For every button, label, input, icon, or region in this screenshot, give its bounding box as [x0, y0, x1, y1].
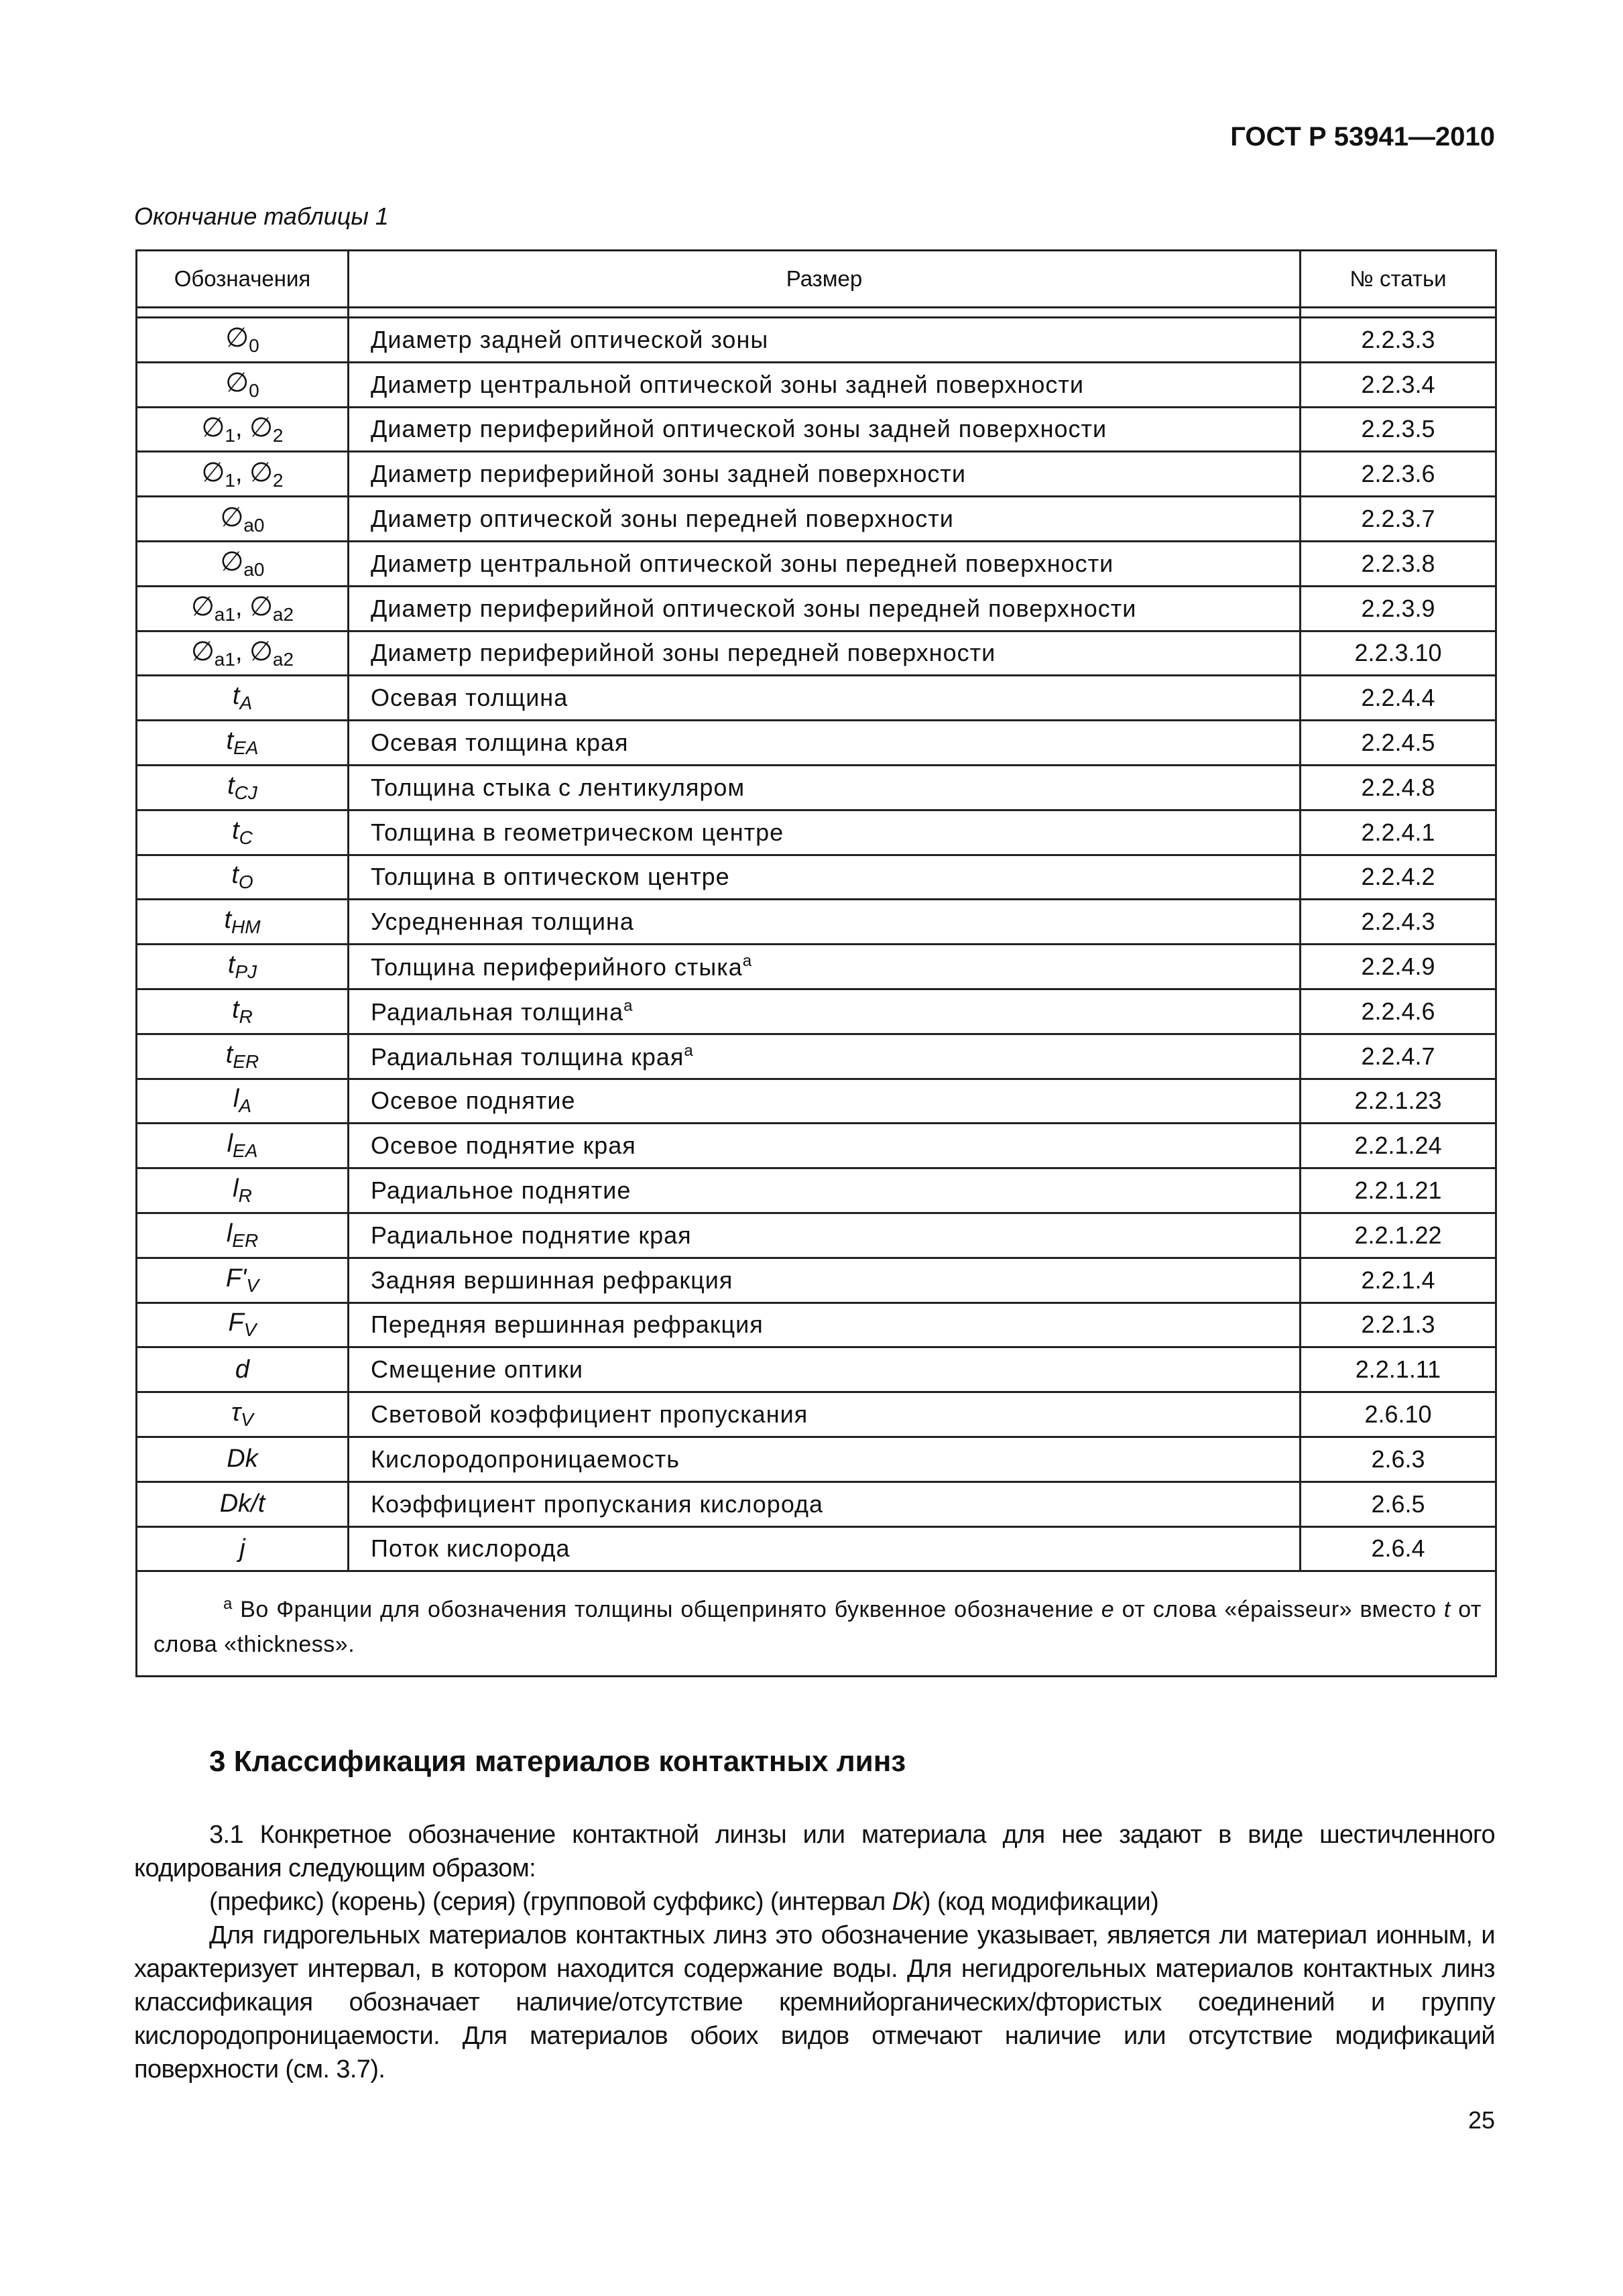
footnote-e-symbol: e — [1101, 1597, 1115, 1623]
symbol-subscript: A — [239, 692, 253, 714]
symbol-subscript: V — [241, 1409, 253, 1431]
symbol-cell — [137, 586, 349, 631]
article-number-cell: 2.2.1.4 — [1301, 1258, 1496, 1303]
quantity-cell — [349, 1213, 1301, 1258]
quantity-cell — [349, 452, 1301, 497]
symbol-cell — [137, 676, 349, 721]
quantity-cell — [349, 900, 1301, 945]
article-number-cell: 2.2.4.3 — [1301, 900, 1496, 945]
quantity-cell — [349, 497, 1301, 542]
quantity-name: Диаметр центральной оптической зоны задней поверхности — [371, 370, 1085, 398]
table-row — [137, 1526, 1496, 1571]
symbol-subscript: R — [238, 1185, 252, 1207]
article-number-cell: 2.2.4.8 — [1301, 765, 1496, 810]
symbol-subscript: 1 — [225, 469, 235, 491]
table-caption: Окончание таблицы 1 — [134, 202, 389, 230]
symbol-main: ∅ — [220, 547, 244, 577]
symbol-subscript: ER — [232, 1229, 259, 1251]
symbol-main: t — [227, 951, 235, 979]
footnote-reference: a — [742, 952, 753, 971]
symbol-cell — [137, 1392, 349, 1437]
quantity-cell — [349, 1079, 1301, 1124]
symbol-cell — [137, 989, 349, 1034]
symbols-table — [135, 249, 1497, 1677]
symbol-cell — [137, 1258, 349, 1303]
quantity-name: Толщина периферийного стыка — [371, 953, 743, 981]
quantity-name: Диаметр периферийной зоны задней поверхности — [371, 460, 966, 488]
symbol-cell — [137, 631, 349, 676]
quantity-name: Передняя вершинная рефракция — [371, 1311, 764, 1339]
symbol-subscript: C — [239, 827, 253, 848]
quantity-cell — [349, 541, 1301, 586]
table-row — [137, 945, 1496, 989]
symbol-subscript: HM — [231, 916, 261, 938]
symbol-subscript-2: 2 — [272, 469, 284, 491]
symbol-main: ∅ — [225, 368, 249, 398]
symbol-main: d — [235, 1355, 250, 1384]
article-number-cell: 2.2.4.1 — [1301, 810, 1496, 855]
symbol-subscript: O — [238, 871, 253, 893]
quantity-cell — [349, 1034, 1301, 1079]
symbol-cell — [137, 1079, 349, 1124]
symbol-subscript: 0 — [249, 380, 259, 402]
quantity-name: Диаметр периферийной зоны передней поверхности — [371, 639, 996, 667]
symbol-main: t — [232, 995, 239, 1024]
symbol-main: t — [225, 1040, 233, 1069]
article-number-cell: 2.6.5 — [1301, 1482, 1496, 1526]
article-number-cell: 2.2.3.5 — [1301, 407, 1496, 452]
quantity-name: Кислородопроницаемость — [371, 1445, 680, 1473]
table-row — [137, 1392, 1496, 1437]
quantity-cell — [349, 945, 1301, 989]
quantity-cell — [349, 1124, 1301, 1168]
symbol-cell — [137, 318, 349, 363]
footnote-text-1: Во Франции для обозначения толщины общепринято буквенное обозначение — [232, 1597, 1101, 1623]
quantity-name: Осевое поднятие края — [371, 1132, 636, 1160]
symbol-cell — [137, 1303, 349, 1347]
quantity-cell — [349, 1526, 1301, 1571]
symbol-cell — [137, 541, 349, 586]
table-row — [137, 855, 1496, 900]
symbol-main: Dk/t — [219, 1490, 265, 1518]
table-row — [137, 1482, 1496, 1526]
symbol-subscript: A — [239, 1095, 252, 1117]
quantity-name: Радиальное поднятие — [371, 1176, 632, 1205]
symbol-cell — [137, 721, 349, 766]
table-row — [137, 407, 1496, 452]
table-footnote — [137, 1571, 1496, 1677]
paragraph-materials: Для гидрогельных материалов контактных линз это обозначение указывает, является ли материал ионным, и характеризует интервал, в котором находится содержание воды. Для негидрогельных материалов контактных линз классификация обозначает наличие/отсутствие кремнийорганических/фтористых соединений и группу кислородопроницаемости. Для материалов обоих видов отмечают наличие или отсутствие модификаций поверхности (см. 3.7). — [134, 1921, 1495, 2083]
coding-scheme-line — [134, 1885, 1495, 1919]
symbol-subscript: CJ — [234, 782, 257, 803]
symbol-main: F — [228, 1309, 244, 1337]
article-number-cell: 2.2.1.21 — [1301, 1168, 1496, 1213]
article-number-cell: 2.2.1.23 — [1301, 1079, 1496, 1124]
quantity-name: Диаметр задней оптической зоны — [371, 325, 769, 353]
quantity-name: Диаметр оптической зоны передней поверхности — [371, 505, 954, 533]
symbol-subscript-2: a2 — [272, 604, 294, 625]
quantity-cell — [349, 1303, 1301, 1347]
quantity-name: Диаметр периферийной оптической зоны передней поверхности — [371, 594, 1137, 622]
symbol-subscript: V — [243, 1319, 257, 1341]
symbol-cell — [137, 1124, 349, 1168]
symbol-subscript: PJ — [235, 961, 257, 983]
paragraph-3-1: 3.1 Конкретное обозначение контактной линзы или материала для нее задают в виде шестичленного кодирования следующим образом: — [134, 1821, 1495, 1882]
table-row — [137, 810, 1496, 855]
quantity-cell — [349, 1347, 1301, 1392]
table-row — [137, 676, 1496, 721]
symbol-main-2: ∅ — [249, 636, 273, 666]
article-number-cell: 2.2.3.6 — [1301, 452, 1496, 497]
table-row — [137, 541, 1496, 586]
symbol-subscript: EA — [233, 1140, 258, 1162]
symbol-main: ∅ — [201, 412, 225, 442]
footnote-text-2: от слова «épaisseur» вместо — [1114, 1597, 1444, 1623]
table-row — [137, 1124, 1496, 1168]
quantity-name: Усредненная толщина — [371, 908, 634, 936]
symbol-main: t — [227, 771, 235, 800]
symbol-main: F' — [225, 1264, 247, 1292]
symbol-subscript: a0 — [243, 559, 265, 581]
symbol-subscript: V — [246, 1274, 259, 1296]
table-row — [137, 1213, 1496, 1258]
quantity-name: Радиальная толщина — [371, 998, 624, 1026]
symbol-cell — [137, 1347, 349, 1392]
quantity-name: Радиальное поднятие края — [371, 1221, 692, 1249]
footnote-t-symbol: t — [1443, 1597, 1451, 1623]
quantity-cell — [349, 586, 1301, 631]
article-number-cell: 2.6.3 — [1301, 1437, 1496, 1482]
quantity-name: Осевая толщина края — [371, 729, 629, 757]
quantity-name: Толщина стыка с лентикуляром — [371, 773, 745, 801]
article-number-cell: 2.2.4.2 — [1301, 855, 1496, 900]
symbol-separator: , — [235, 638, 250, 666]
symbol-main: l — [226, 1219, 233, 1248]
symbol-separator: , — [235, 414, 250, 442]
article-number-cell: 2.2.3.4 — [1301, 362, 1496, 407]
article-number-cell: 2.2.4.9 — [1301, 945, 1496, 989]
quantity-cell — [349, 989, 1301, 1034]
quantity-cell — [349, 721, 1301, 766]
quantity-name: Диаметр периферийной оптической зоны задней поверхности — [371, 415, 1107, 443]
footnote-text-3: от слова «thickness». — [154, 1597, 1482, 1658]
symbol-main: t — [232, 682, 240, 711]
quantity-cell — [349, 631, 1301, 676]
quantity-cell — [349, 855, 1301, 900]
symbol-separator: , — [235, 593, 250, 622]
article-number-cell: 2.2.1.24 — [1301, 1124, 1496, 1168]
symbol-cell — [137, 1482, 349, 1526]
article-number-cell: 2.2.4.4 — [1301, 676, 1496, 721]
symbol-main: t — [224, 906, 231, 934]
symbol-cell — [137, 855, 349, 900]
table-row — [137, 1437, 1496, 1482]
symbol-main: τ — [231, 1398, 241, 1427]
symbol-cell — [137, 497, 349, 542]
column-header-quantity: Размер — [349, 251, 1301, 308]
table-row — [137, 721, 1496, 766]
symbol-main: l — [233, 1085, 239, 1113]
header-separator — [137, 308, 1496, 318]
symbol-cell — [137, 1213, 349, 1258]
table-row — [137, 1034, 1496, 1079]
symbol-cell — [137, 1168, 349, 1213]
quantity-name: Задняя вершинная рефракция — [371, 1266, 733, 1294]
symbol-main-2: ∅ — [249, 457, 273, 487]
table-row — [137, 1168, 1496, 1213]
table-row — [137, 586, 1496, 631]
symbol-main: ∅ — [190, 592, 215, 622]
symbol-main: t — [226, 727, 234, 756]
document-code: ГОСТ Р 53941—2010 — [1230, 122, 1495, 152]
article-number-cell: 2.2.1.3 — [1301, 1303, 1496, 1347]
article-number-cell: 2.2.1.22 — [1301, 1213, 1496, 1258]
section-heading: 3 Классификация материалов контактных линз — [209, 1745, 906, 1778]
article-number-cell: 2.2.1.11 — [1301, 1347, 1496, 1392]
symbol-main: t — [231, 861, 239, 890]
quantity-name: Смещение оптики — [371, 1355, 583, 1384]
coding-scheme-dk: Dk — [892, 1888, 922, 1916]
article-number-cell: 2.2.3.10 — [1301, 631, 1496, 676]
quantity-cell — [349, 1482, 1301, 1526]
table-row — [137, 1258, 1496, 1303]
table-row — [137, 452, 1496, 497]
quantity-name: Поток кислорода — [371, 1534, 570, 1563]
article-number-cell: 2.6.4 — [1301, 1526, 1496, 1571]
symbol-cell — [137, 1437, 349, 1482]
quantity-cell — [349, 1258, 1301, 1303]
table-row — [137, 1303, 1496, 1347]
symbol-subscript: ER — [233, 1050, 259, 1072]
coding-scheme-suffix: ) (код модификации) — [922, 1888, 1159, 1916]
symbol-main: l — [227, 1130, 233, 1158]
table-row — [137, 497, 1496, 542]
quantity-name: Коэффициент пропускания кислорода — [371, 1490, 824, 1518]
symbol-cell — [137, 945, 349, 989]
symbol-cell — [137, 407, 349, 452]
quantity-name: Толщина в оптическом центре — [371, 863, 730, 891]
symbol-main: ∅ — [201, 457, 225, 487]
symbol-subscript: EA — [233, 737, 259, 759]
symbol-cell — [137, 810, 349, 855]
quantity-name: Осевое поднятие — [371, 1087, 576, 1115]
symbol-cell — [137, 1034, 349, 1079]
quantity-name: Осевая толщина — [371, 684, 568, 712]
article-number-cell: 2.2.4.5 — [1301, 721, 1496, 766]
symbol-main: Dk — [227, 1445, 258, 1473]
symbol-cell — [137, 1526, 349, 1571]
symbol-main-2: ∅ — [249, 412, 273, 442]
quantity-cell — [349, 810, 1301, 855]
column-header-symbols: Обозначения — [137, 251, 349, 308]
article-number-cell: 2.2.3.9 — [1301, 586, 1496, 631]
article-number-cell: 2.2.4.7 — [1301, 1034, 1496, 1079]
symbol-main: l — [233, 1174, 239, 1203]
symbol-main: ∅ — [220, 502, 244, 532]
symbol-cell — [137, 765, 349, 810]
symbol-separator: , — [235, 459, 250, 487]
symbol-subscript: a1 — [214, 648, 235, 670]
table-row — [137, 1347, 1496, 1392]
coding-scheme-prefix: (префикс) (корень) (серия) (групповой суффикс) (интервал — [209, 1888, 892, 1916]
table-row — [137, 362, 1496, 407]
symbol-main: ∅ — [225, 323, 249, 353]
page-number: 25 — [1467, 2106, 1495, 2134]
article-number-cell: 2.2.4.6 — [1301, 989, 1496, 1034]
symbol-subscript: 0 — [249, 335, 259, 357]
symbol-subscript-2: a2 — [272, 648, 294, 670]
symbol-subscript-2: 2 — [272, 424, 284, 446]
symbol-main: t — [232, 816, 239, 845]
article-number-cell: 2.2.3.7 — [1301, 497, 1496, 542]
table-row — [137, 900, 1496, 945]
symbol-main: j — [239, 1534, 245, 1563]
quantity-name: Диаметр центральной оптической зоны передней поверхности — [371, 549, 1114, 577]
table-row — [137, 318, 1496, 363]
column-header-article-number: № статьи — [1301, 251, 1496, 308]
quantity-name: Радиальная толщина края — [371, 1042, 684, 1071]
quantity-cell — [349, 362, 1301, 407]
symbol-cell — [137, 362, 349, 407]
quantity-cell — [349, 318, 1301, 363]
article-number-cell: 2.2.3.8 — [1301, 541, 1496, 586]
symbol-subscript: a1 — [214, 604, 235, 625]
footnote-mark: a — [223, 1595, 233, 1614]
article-number-cell: 2.6.10 — [1301, 1392, 1496, 1437]
symbol-cell — [137, 900, 349, 945]
quantity-name: Толщина в геометрическом центре — [371, 818, 784, 846]
table-row — [137, 765, 1496, 810]
table-row — [137, 631, 1496, 676]
symbol-subscript: R — [239, 1006, 253, 1027]
symbol-cell — [137, 452, 349, 497]
quantity-cell — [349, 1392, 1301, 1437]
quantity-cell — [349, 1437, 1301, 1482]
symbol-main-2: ∅ — [249, 592, 273, 622]
symbol-subscript: 1 — [225, 424, 235, 446]
symbol-main: ∅ — [190, 636, 215, 666]
quantity-name: Световой коэффициент пропускания — [371, 1400, 808, 1429]
article-number-cell: 2.2.3.3 — [1301, 318, 1496, 363]
quantity-cell — [349, 407, 1301, 452]
quantity-cell — [349, 1168, 1301, 1213]
table-row — [137, 989, 1496, 1034]
footnote-reference: a — [684, 1041, 694, 1060]
footnote-reference: a — [623, 996, 634, 1015]
quantity-cell — [349, 676, 1301, 721]
symbol-subscript: a0 — [243, 514, 265, 536]
section-body — [134, 1818, 1495, 2086]
table-row — [137, 1079, 1496, 1124]
quantity-cell — [349, 765, 1301, 810]
